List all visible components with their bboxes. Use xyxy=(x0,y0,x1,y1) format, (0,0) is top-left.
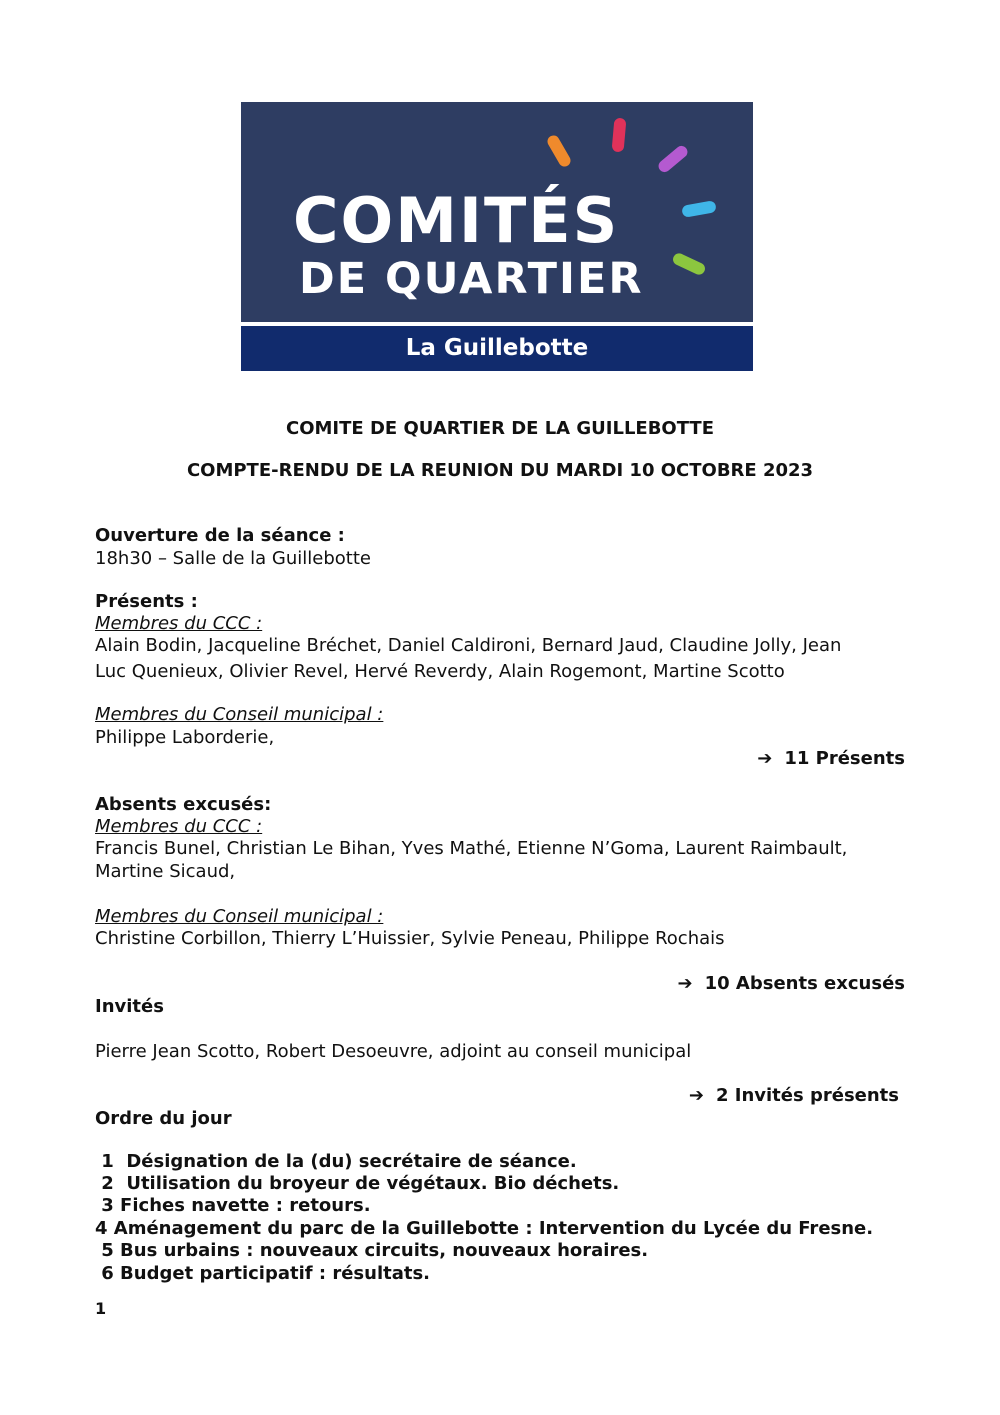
document-subtitle: COMPTE-RENDU DE LA REUNION DU MARDI 10 OCTOBRE 2023 xyxy=(186,460,814,481)
opening-text: 18h30 – Salle de la Guillebotte xyxy=(95,548,371,569)
absent-council-label: Membres du Conseil municipal : xyxy=(95,906,384,927)
present-total xyxy=(757,748,905,769)
agenda-title: Ordre du jour xyxy=(95,1108,232,1129)
logo-title-line1: COMITÉS xyxy=(293,184,620,257)
logo-ray-icon xyxy=(671,251,707,276)
present-ccc-names-line2: Luc Quenieux, Olivier Revel, Hervé Reverdy, Alain Rogemont, Martine Scotto xyxy=(95,661,785,682)
present-council-label: Membres du Conseil municipal : xyxy=(95,704,384,725)
agenda-item: 2 Utilisation du broyeur de végétaux. Bio déchets. xyxy=(95,1173,620,1194)
agenda-item: 1 Désignation de la (du) secrétaire de séance. xyxy=(95,1151,577,1172)
absent-council-names: Christine Corbillon, Thierry L’Huissier, Sylvie Peneau, Philippe Rochais xyxy=(95,928,725,949)
absent-ccc-names-line1: Francis Bunel, Christian Le Bihan, Yves Mathé, Etienne N’Goma, Laurent Raimbault, xyxy=(95,838,848,859)
absent-total xyxy=(678,973,905,994)
logo-ray-icon xyxy=(656,143,690,174)
guests-title: Invités xyxy=(95,996,164,1017)
document-title: COMITE DE QUARTIER DE LA GUILLEBOTTE xyxy=(286,418,714,439)
present-ccc-names-line1: Alain Bodin, Jacqueline Bréchet, Daniel Caldironi, Bernard Jaud, Claudine Jolly, Jean xyxy=(95,635,842,656)
page-number: 1 xyxy=(95,1299,107,1318)
absent-total-text: 10 Absents excusés xyxy=(704,973,905,994)
guests-total xyxy=(689,1085,899,1106)
opening-title: Ouverture de la séance : xyxy=(95,525,345,546)
absent-ccc-label: Membres du CCC : xyxy=(95,816,263,837)
logo-ray-icon xyxy=(612,118,627,153)
arrow-right-icon: ➔ xyxy=(688,1085,704,1106)
guests-total-text: 2 Invités présents xyxy=(715,1085,899,1106)
present-ccc-label: Membres du CCC : xyxy=(95,613,263,634)
agenda-item: 3 Fiches navette : retours. xyxy=(95,1195,371,1216)
logo-subtitle: La Guillebotte xyxy=(241,326,753,371)
arrow-right-icon: ➔ xyxy=(757,748,773,769)
absent-ccc-names-line2: Martine Sicaud, xyxy=(95,861,236,882)
agenda-item: 6 Budget participatif : résultats. xyxy=(95,1263,431,1284)
comites-de-quartier-logo xyxy=(241,102,753,371)
present-council-names: Philippe Laborderie, xyxy=(95,727,275,748)
arrow-right-icon: ➔ xyxy=(677,973,693,994)
absent-title: Absents excusés: xyxy=(95,794,272,815)
present-total-text: 11 Présents xyxy=(784,748,905,769)
logo-title-line2: DE QUARTIER xyxy=(299,254,644,304)
logo-ray-icon xyxy=(545,133,572,168)
agenda-item: 4 Aménagement du parc de la Guillebotte : Intervention du Lycée du Fresne. xyxy=(95,1218,874,1239)
logo-ray-icon xyxy=(681,200,717,218)
agenda-item: 5 Bus urbains : nouveaux circuits, nouveaux horaires. xyxy=(95,1240,649,1261)
present-title: Présents : xyxy=(95,591,198,612)
guests-names: Pierre Jean Scotto, Robert Desoeuvre, adjoint au conseil municipal xyxy=(95,1041,692,1062)
